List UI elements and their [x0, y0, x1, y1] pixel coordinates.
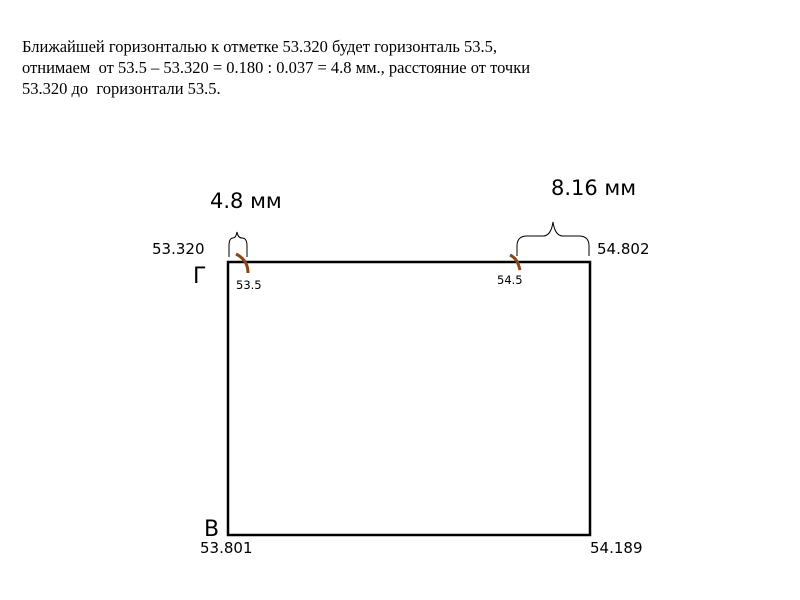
elevation-bottom-right: 54.189 — [590, 539, 643, 557]
explanation-line-1: Ближайшей горизонталью к отметке 53.320 будет горизонталь 53.5, — [22, 37, 498, 56]
square-outline — [228, 262, 590, 535]
dimension-label-8-16: 8.16 мм — [551, 176, 637, 200]
corner-letter-bottom-left: В — [204, 517, 220, 542]
dimension-label-4-8: 4.8 мм — [210, 189, 282, 213]
brace-8-16-mm — [517, 222, 589, 256]
elevation-top-left: 53.320 — [152, 240, 205, 258]
brace-4-8-mm — [229, 232, 247, 257]
explanation-line-2: отнимаем от 53.5 – 53.320 = 0.180 : 0.037 = 4.8 мм., расстояние от точки — [22, 58, 531, 77]
corner-letter-top-left: Г — [193, 264, 207, 289]
elevation-top-right: 54.802 — [597, 240, 650, 258]
contour-label-53-5: 53.5 — [236, 278, 262, 292]
elevation-bottom-left: 53.801 — [200, 539, 253, 557]
contour-53-5-tick — [236, 254, 248, 273]
explanation-line-3: 53.320 до горизонтали 53.5. — [22, 79, 221, 98]
contour-label-54-5: 54.5 — [497, 273, 523, 287]
